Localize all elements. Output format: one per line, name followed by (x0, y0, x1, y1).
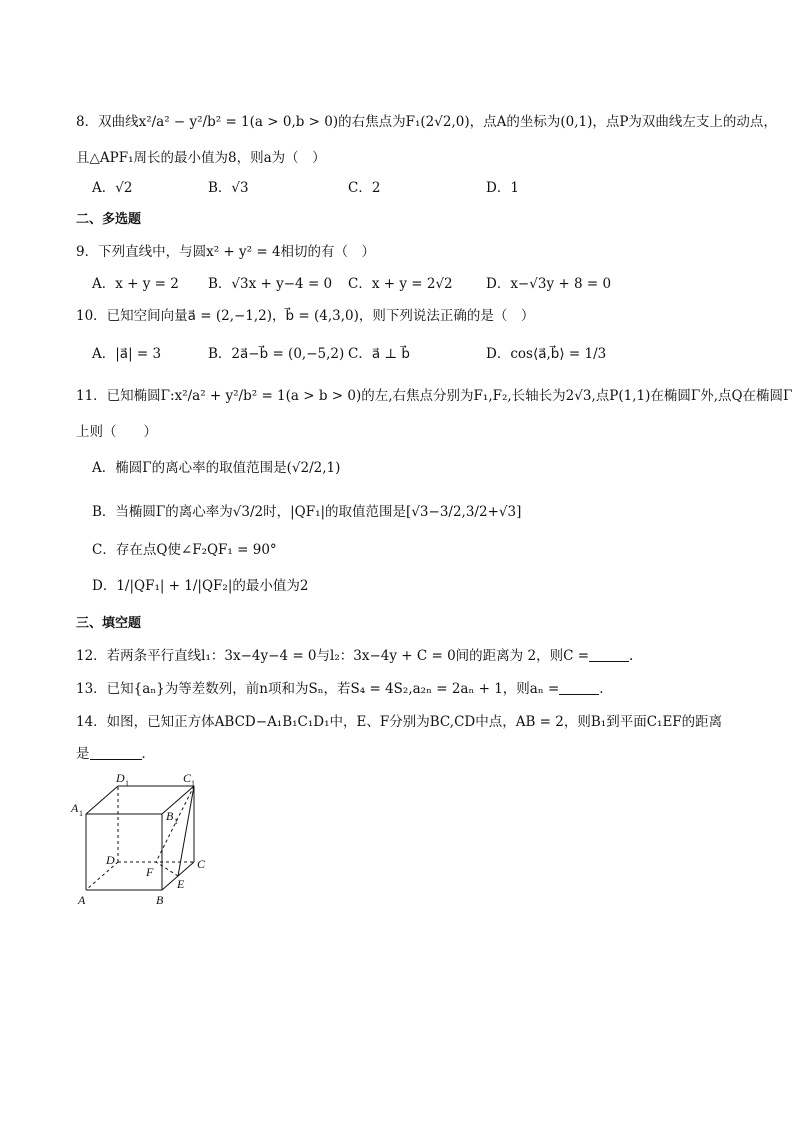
cube-figure (70, 770, 220, 910)
q9-option-a: A．x + y = 2 (92, 276, 179, 292)
q14-line2 (76, 742, 155, 762)
q14-end: ． (141, 746, 155, 762)
q13-text: 13．已知{aₙ}为等差数列，前n项和为Sₙ，若S₄ = 4S₂,a₂ₙ = 2aₙ + 1，则aₙ = (76, 681, 560, 697)
label-c1: C (183, 771, 192, 785)
q13-end: . (599, 681, 604, 697)
q12-end: . (629, 648, 634, 664)
q8-option-d: D．1 (486, 180, 519, 196)
label-a: A (78, 893, 86, 907)
q11-line2: 上则（ ） (76, 424, 157, 440)
q8-option-b: B．√3 (208, 180, 249, 196)
q8-line2: 且△APF₁周长的最小值为8，则a为（ ） (76, 150, 326, 166)
q10-option-a: A．|a⃗| = 3 (92, 346, 162, 362)
q8-option-c: C．2 (348, 180, 381, 196)
q10-option-b: B．2a⃗−b⃗ = (0,−5,2) (208, 346, 345, 362)
label-b1-sub: 1 (174, 817, 178, 826)
label-c: C (197, 857, 206, 871)
label-c1-sub: 1 (191, 779, 195, 788)
q11-option-b: B．当椭圆Γ的离心率为√3/2时，|QF₁|的取值范围是[√3−3/2,3/2+√3] (92, 504, 522, 520)
q10-option-c: C．a⃗ ⊥ b⃗ (348, 346, 410, 362)
q9-option-c: C．x + y = 2√2 (348, 276, 453, 292)
segment-e-f (156, 862, 178, 876)
label-f: F (146, 865, 154, 879)
q14-text-end: 是 (76, 746, 90, 762)
q10-text: 10．已知空间向量a⃗ = (2,−1,2)，b⃗ = (4,3,0)，则下列说法正确的是（ ） (76, 308, 535, 324)
label-b1: B (166, 809, 174, 823)
label-d1: D (116, 771, 125, 785)
q11-line1: 11．已知椭圆Γ:x²/a² + y²/b² = 1(a > b > 0)的左,右焦点分别为F₁,F₂,长轴长为2√3,点P(1,1)在椭圆Γ外,点Q在椭圆Γ (76, 388, 793, 404)
q14-answer-blank[interactable] (90, 747, 142, 760)
q12-line (76, 644, 633, 664)
q8-option-a: A．√2 (92, 180, 133, 196)
label-e: E (177, 877, 185, 891)
q14-line1: 14．如图，已知正方体ABCD−A₁B₁C₁D₁中，E、F分别为BC,CD中点，AB = 2，则B₁到平面C₁EF的距离 (76, 714, 723, 730)
section-multiple-choice: 二、多选题 (76, 212, 142, 227)
label-a1: A (71, 801, 79, 815)
edge-a1-d1 (86, 786, 118, 814)
q13-answer-blank[interactable] (559, 682, 599, 695)
label-b: B (156, 893, 164, 907)
label-d1-sub: 1 (125, 779, 129, 788)
q9-option-b: B．√3x + y−4 = 0 (208, 276, 333, 292)
q8-line1: 8．双曲线x²/a² − y²/b² = 1(a > 0,b > 0)的右焦点为F₁(2√2,0)，点A的坐标为(0,1)，点P为双曲线左支上的动点， (76, 114, 777, 130)
q12-text: 12．若两条平行直线l₁：3x−4y−4 = 0与l₂：3x−4y + C = 0间的距离为 2，则C = (76, 648, 589, 664)
q9-text: 9．下列直线中，与圆x² + y² = 4相切的有（ ） (76, 244, 376, 260)
q10-option-d: D．cos⟨a⃗,b⃗⟩ = 1/3 (486, 346, 607, 362)
q11-option-a: A．椭圆Γ的离心率的取值范围是(√2/2,1) (92, 460, 341, 476)
q13-line (76, 677, 604, 697)
label-a1-sub: 1 (79, 809, 83, 818)
label-d: D (106, 853, 115, 867)
q12-answer-blank[interactable] (589, 649, 629, 662)
q9-option-d: D．x−√3y + 8 = 0 (486, 276, 612, 292)
q11-option-c: C．存在点Q使∠F₂QF₁ = 90° (92, 542, 277, 558)
q11-option-d: D．1/|QF₁| + 1/|QF₂|的最小值为2 (92, 578, 309, 594)
section-fill-in: 三、填空题 (76, 616, 142, 631)
